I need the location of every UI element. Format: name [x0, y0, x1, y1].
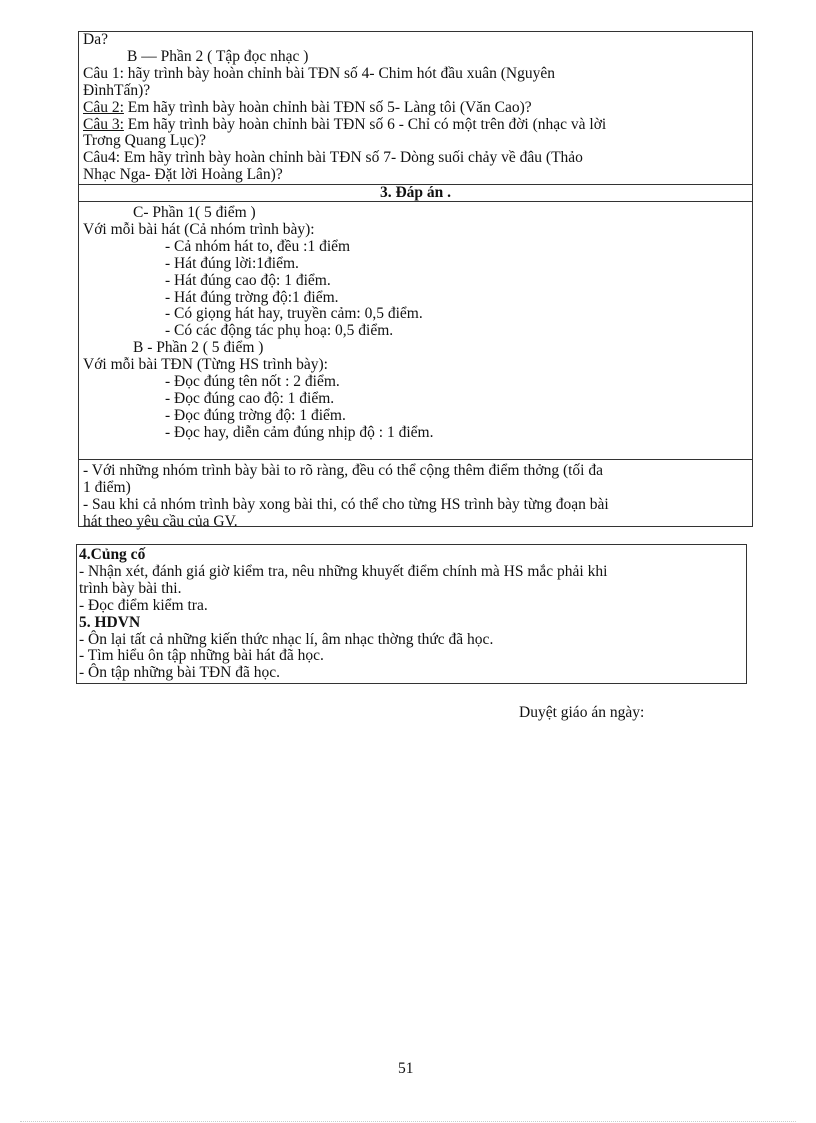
- questions-cell: [83, 32, 748, 184]
- scoring-item: - Hát đúng cao độ: 1 điểm.: [165, 271, 331, 289]
- question-text: Em hãy trình bày hoàn chỉnh bài TĐN số 6 - Chỉ có một trên đời (nhạc và lời: [123, 115, 607, 133]
- consolidation-heading: 4.Củng cố: [79, 546, 146, 563]
- scoring-item: - Có giọng hát hay, truyền cảm: 0,5 điểm.: [165, 305, 423, 323]
- answer-header: [83, 185, 748, 201]
- scoring-item: - Đọc hay, diễn cảm đúng nhịp độ : 1 điểm.: [165, 423, 434, 441]
- question-label: Câu 3:: [83, 115, 124, 133]
- question-2: [83, 100, 748, 117]
- note-line: - Sau khi cả nhóm trình bày xong bài thi, có thể cho từng HS trình bày từng đoạn bài: [83, 495, 609, 513]
- note-line: 1 điểm): [83, 478, 131, 496]
- question-3-cont: Trơng Quang Lục)?: [83, 132, 206, 150]
- homework-item: - Tìm hiểu ôn tập những bài hát đã học.: [79, 647, 324, 665]
- section-title: B –– Phần 2 ( Tập đọc nhạc ): [127, 47, 309, 65]
- text-line: Da?: [83, 32, 108, 48]
- scoring-item: - Đọc đúng tên nốt : 2 điểm.: [165, 373, 340, 391]
- part2-title: B - Phần 2 ( 5 điểm ): [133, 339, 264, 357]
- scoring-item: - Có các động tác phụ hoạ: 0,5 điểm.: [165, 322, 394, 340]
- part1-intro: Với mỗi bài hát (Cả nhóm trình bày):: [83, 220, 315, 238]
- page-bottom-rule: [20, 1121, 796, 1122]
- notes-cell: [83, 460, 748, 531]
- answer-heading: 3. Đáp án .: [379, 185, 452, 201]
- scoring-item: - Hát đúng trờng độ:1 điểm.: [165, 288, 339, 306]
- part2-intro: Với mỗi bài TĐN (Từng HS trình bày):: [83, 356, 328, 374]
- homework-heading: 5. HDVN: [79, 613, 141, 631]
- question-4-cont: Nhạc Nga- Đặt lời Hoàng Lân)?: [83, 166, 283, 184]
- scoring-item: - Đọc đúng trờng độ: 1 điểm.: [165, 406, 346, 424]
- scoring-cell: [83, 202, 748, 459]
- question-text: Em hãy trình bày hoàn chỉnh bài TĐN số 5- Làng tôi (Văn Cao)?: [123, 98, 532, 116]
- question-1: Câu 1: hãy trình bày hoàn chỉnh bài TĐN số 4- Chim hót đầu xuân (Nguyên: [83, 64, 555, 82]
- note-line: - Với những nhóm trình bày bài to rõ ràng, đều có thể cộng thêm điểm thởng (tối đa: [83, 462, 603, 479]
- scoring-item: - Hát đúng lời:1điểm.: [165, 254, 299, 272]
- consolidation-table: [76, 544, 747, 684]
- answer-table: [78, 31, 753, 530]
- question-1-cont: ĐìnhTấn)?: [83, 81, 151, 99]
- consolidation-item: - Nhận xét, đánh giá giờ kiểm tra, nêu những khuyết điểm chính mà HS mắc phải khi: [79, 562, 608, 580]
- part1-title: C- Phần 1( 5 điểm ): [133, 204, 256, 221]
- page-number: 51: [398, 1060, 414, 1077]
- consolidation-item: trình bày bài thi.: [79, 579, 182, 597]
- question-4: Câu4: Em hãy trình bày hoàn chỉnh bài TĐN số 7- Dòng suối chảy về đâu (Thảo: [83, 149, 583, 167]
- homework-item: - Ôn tập những bài TĐN đã học.: [79, 664, 280, 682]
- question-label: Câu 2:: [83, 98, 124, 116]
- approval-date-label: Duyệt giáo án ngày:: [519, 704, 645, 721]
- homework-item: - Ôn lại tất cả những kiến thức nhạc lí, âm nhạc thờng thức đã học.: [79, 630, 494, 648]
- consolidation-item: - Đọc điểm kiểm tra.: [79, 596, 208, 614]
- question-3: [83, 117, 748, 134]
- note-line: hát theo yêu cầu của GV.: [83, 512, 238, 530]
- scoring-item: - Đọc đúng cao độ: 1 điểm.: [165, 389, 335, 407]
- scoring-item: - Cả nhóm hát to, đều :1 điểm: [165, 237, 351, 255]
